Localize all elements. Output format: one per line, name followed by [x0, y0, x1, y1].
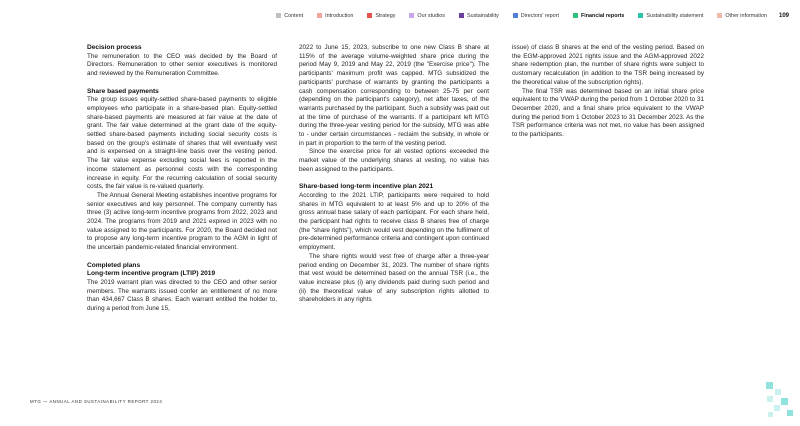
strategy-swatch-icon — [367, 13, 372, 18]
paragraph-share-rights-vesting: The share rights would vest free of charge after a three-year period ending on December 31, 2023. The number of share rights that vest would be determined based on the annual TSR (i.e., the value increase plus (i) any dividends paid during such period and (ii) the theoretical value of any subscription rights allotted to shareholders in any rights — [299, 252, 489, 304]
paragraph-decision-process: The remuneration to the CEO was decided by the Board of Directors. Remuneration to other senior executives is monitored and reviewed by the Remuneration Committee. — [87, 52, 277, 78]
text-column-3 — [512, 44, 704, 140]
nav-item-sustainability-statement[interactable] — [638, 13, 703, 19]
content-swatch-icon — [276, 13, 281, 18]
introduction-swatch-icon — [317, 13, 322, 18]
paragraph-ltip-2019: The 2019 warrant plan was directed to the CEO and other senior members. The warrants issued confer an entitlement of no more than 434,667 Class B shares. Each warrant entitled the holder to, during a period from June 15, — [87, 278, 277, 313]
deco-square — [768, 412, 773, 417]
heading-ltip-2021: Share-based long-term incentive plan 2021 — [299, 183, 434, 191]
deco-square — [767, 396, 773, 402]
paragraph-exercise-price: Since the exercise price for all vested options exceeded the market value of the underlying shares at vesting, no value has been assigned to the participants. — [299, 148, 489, 173]
heading-ltip-2019: Long-term incentive program (LTIP) 2019 — [87, 270, 216, 278]
financial-reports-swatch-icon — [573, 13, 578, 18]
nav-item-label: Other information — [725, 12, 767, 19]
nav-item-our-studios[interactable] — [409, 13, 445, 19]
nav-item-label: Sustainability statement — [646, 12, 704, 19]
deco-square — [775, 389, 781, 395]
text-column-1 — [87, 44, 277, 314]
heading-share-based-payments: Share based payments — [87, 87, 159, 95]
nav-item-label: Introduction — [325, 12, 354, 19]
nav-item-introduction[interactable] — [317, 13, 353, 19]
paragraph-final-tsr: The final TSR was determined based on an initial share price equivalent to the VWAP during the period from 1 October 2020 to 31 December 2020, and a final share price equivalent to the VWAP during the period from 1 October 2023 to 31 December 2023. As the TSR performance criteria was not met, no value has been assigned to the participants. — [512, 87, 704, 139]
nav-item-other-information[interactable] — [717, 13, 767, 19]
paragraph-incentive-programs: The Annual General Meeting establishes incentive programs for senior executives and key personnel. The company currently has three (3) active long-term incentive programs from 2022, 2023 and 2024. The programs from 2019 and 2021 expired in 2023 with no value assigned to the participants. For 2020, the Board decided not to propose any long-term incentive program to the AGM in light of the uncertain pandemic-related financial environment. — [87, 191, 277, 252]
nav-item-label: Strategy — [375, 12, 396, 19]
nav-item-financial-reports[interactable] — [573, 13, 624, 19]
top-navigation — [262, 11, 789, 20]
our-studios-swatch-icon — [409, 13, 414, 18]
directors-report-swatch-icon — [513, 13, 518, 18]
sustainability-statement-swatch-icon — [638, 13, 643, 18]
paragraph-ltip-2021: According to the 2021 LTIP, participants were required to hold shares in MTG equivalent to at least 5% and up to 20% of the gross annual base salary of each participant. For each share held, the participant had rights to receive class B shares free of charge (the "share rights"), which would vest depending on the fulfilment of pre-determined performance criteria and contingent upon continued employment. — [299, 191, 489, 252]
nav-item-label: Our studios — [417, 12, 445, 19]
page-number: 109 — [778, 12, 789, 19]
sustainability-swatch-icon — [459, 13, 464, 18]
deco-square — [766, 382, 773, 389]
heading-decision-process: Decision process — [87, 44, 142, 51]
nav-item-label: Sustainability — [467, 12, 499, 19]
deco-square — [781, 398, 788, 405]
nav-item-content[interactable] — [276, 13, 303, 19]
nav-item-label: Directors' report — [520, 12, 559, 19]
heading-completed-plans: Completed plans — [87, 261, 141, 269]
paragraph-share-based-payments: The group issues equity-settled share-based payments to eligible employees who participate in a share-based plan. Equity-settled share-based payments are measured at fair value at the date of grant. The fair value determined at the grant date of the equity-settled share-based payments including social security costs is based on the group's estimate of shares that will eventually vest and is expensed on a straight-line basis over the vesting period. The fair value expense excluding social fees is reported in the income statement as personnel costs with the corresponding increase in equity. For the recurring calculation of social security costs, the fair value is re-valued quarterly. — [87, 96, 277, 191]
footer-report-title: MTG — ANNUAL AND SUSTAINABILITY REPORT 2024 — [30, 399, 163, 404]
spacer — [87, 253, 277, 262]
nav-item-strategy[interactable] — [367, 13, 395, 19]
text-column-2 — [299, 44, 489, 305]
spacer — [299, 175, 489, 184]
nav-item-directors-report[interactable] — [513, 13, 559, 19]
nav-item-label: Content — [284, 12, 304, 19]
paragraph-warrant-details: 2022 to June 15, 2023, subscribe to one new Class B share at 115% of the average volume-weighted share price during the period May 9, 2019 and May 22, 2019 (the "Exercise price"). The participants' maximum profit was capped. MTG subsidized the participants' purchase of warrants by granting the participants a cash compensation corresponding to between 25-75 per cent (depending on the participant's category), net after taxes, of the warrants purchased by the participant. Such a subsidy was paid out at the time of purchase of the warrants. If a participant left MTG during the three-year vesting period for the subsidy, MTG was able to - under certain circumstances - reclaim the subsidy, in whole or in part in proportion to the term of the vesting period. — [299, 44, 489, 147]
other-information-swatch-icon — [717, 13, 722, 18]
deco-square — [787, 410, 793, 416]
nav-item-label: Financial reports — [580, 12, 625, 19]
deco-square — [774, 405, 780, 411]
paragraph-rights-issue: issue) of class B shares at the end of the vesting period. Based on the EGM-approved 2021 rights issue and the AGM-approved 2022 share redemption plan, the number of share rights were subject to customary recalculation (in addition to the TSR being increased by the theoretical value of the subscription rights). — [512, 44, 704, 86]
nav-item-sustainability[interactable] — [459, 13, 499, 19]
spacer — [87, 79, 277, 88]
